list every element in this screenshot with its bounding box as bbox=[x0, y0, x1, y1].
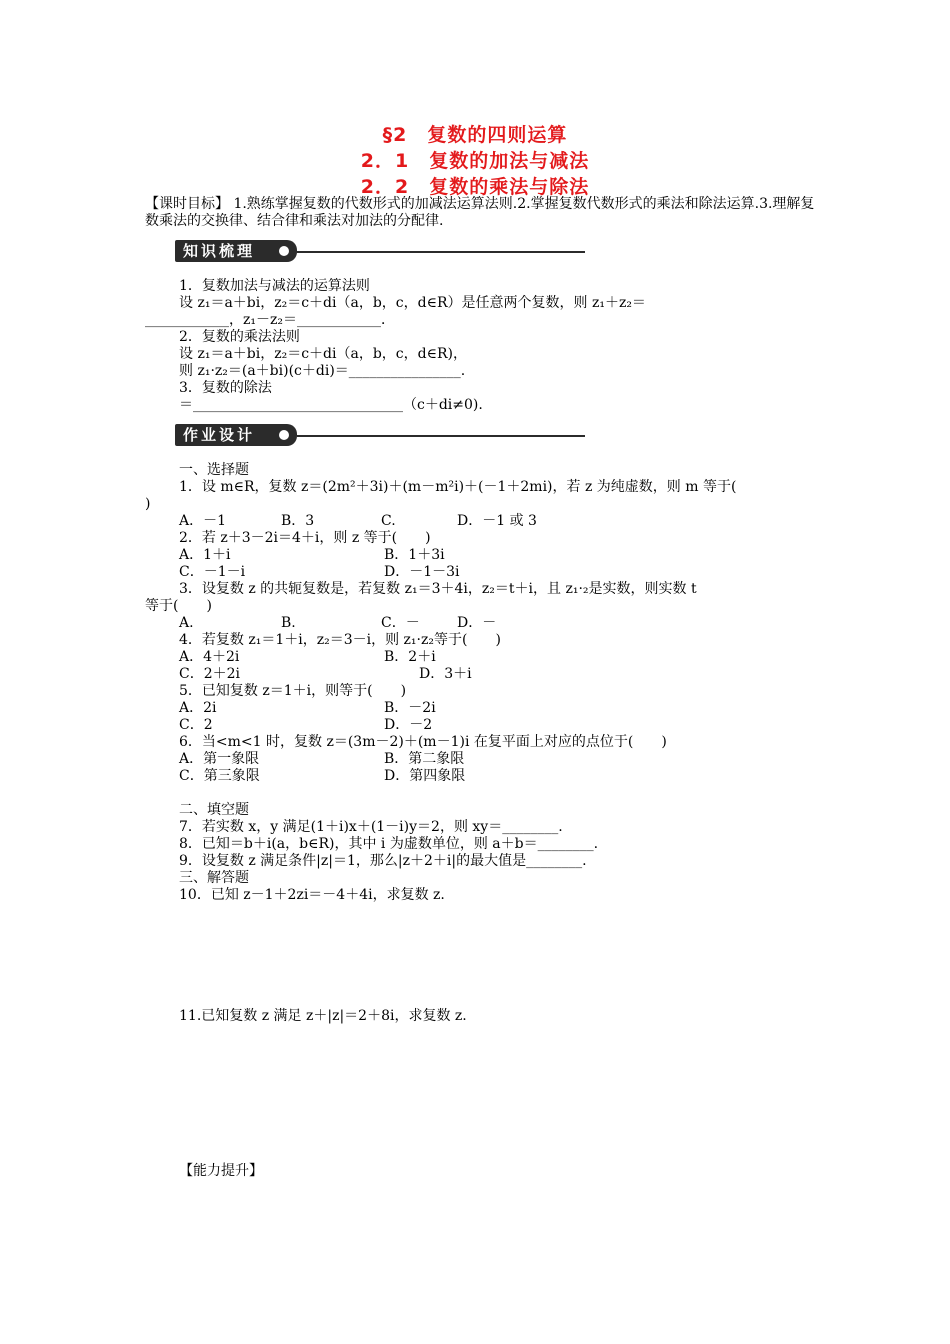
option-b: B．－2i bbox=[384, 700, 436, 716]
option-b: B. bbox=[281, 615, 296, 631]
option-c: C．2 bbox=[179, 717, 213, 733]
question-3: 3．设复数 z 的共轭复数是，若复数 z₁＝3＋4i，z₂＝t＋i，且 z₁·₂是实数，则实数 t bbox=[179, 581, 697, 597]
option-a: A．1＋i bbox=[179, 547, 231, 563]
option-c: C．－ bbox=[381, 615, 420, 631]
question-2: 2．若 z＋3－2i＝4＋i，则 z 等于( ) bbox=[179, 530, 431, 546]
question-6: 6．当<m<1 时，复数 z＝(3m－2)＋(m－1)i 在复平面上对应的点位于( ) bbox=[179, 734, 667, 750]
banner-dot-icon bbox=[279, 430, 289, 440]
question-6-options-row1 bbox=[145, 751, 815, 768]
section-solve: 三、解答题 bbox=[179, 870, 249, 886]
question-6-options-row2 bbox=[145, 768, 815, 785]
question-11: 11.已知复数 z 满足 z＋|z|＝2＋8i，求复数 z. bbox=[179, 1008, 467, 1024]
question-4-options-row1 bbox=[145, 649, 815, 666]
option-a: A．第一象限 bbox=[179, 751, 260, 767]
question-2-options-row2 bbox=[145, 564, 815, 581]
question-4-options-row2 bbox=[145, 666, 815, 683]
subsection-title-1: 2．1 复数的加法与减法 bbox=[360, 150, 590, 172]
option-d: D．3＋i bbox=[419, 666, 472, 682]
knowledge-2: 2．复数的乘法法则 bbox=[179, 329, 300, 345]
banner-homework-label: 作业设计 bbox=[175, 424, 297, 446]
option-d: D．－2 bbox=[384, 717, 433, 733]
answer-space bbox=[145, 1025, 815, 1163]
document-body bbox=[145, 196, 815, 1180]
question-5-options-row2 bbox=[145, 717, 815, 734]
banner-knowledge bbox=[175, 240, 815, 262]
objective-text: 【课时目标】 1.熟练掌握复数的代数形式的加减法运算法则.2.掌握复数代数形式的乘法和除法运算.3.理解复数乘法的交换律、结合律和乘法对加法的分配律. bbox=[145, 196, 815, 229]
banner-rule bbox=[297, 251, 585, 253]
option-d: D．－ bbox=[457, 615, 497, 631]
question-1-cont: ) bbox=[145, 496, 151, 512]
question-5-options-row1 bbox=[145, 700, 815, 717]
question-8: 8．已知＝b＋i(a，b∈R)，其中 i 为虚数单位，则 a＋b＝________. bbox=[179, 836, 599, 852]
option-d: D．第四象限 bbox=[384, 768, 466, 784]
knowledge-2-line-b: 则 z₁·z₂＝(a＋bi)(c＋di)＝________________. bbox=[179, 363, 466, 379]
answer-space bbox=[145, 904, 815, 1008]
question-3-cont: 等于( ) bbox=[145, 598, 212, 614]
title-block bbox=[0, 122, 950, 200]
option-c: C．－1－i bbox=[179, 564, 246, 580]
question-2-options-row1 bbox=[145, 547, 815, 564]
subsection-title-2: 2．2 复数的乘法与除法 bbox=[360, 176, 590, 198]
section-title: §2 复数的四则运算 bbox=[382, 124, 568, 146]
spacer bbox=[145, 785, 815, 802]
option-b: B．1＋3i bbox=[384, 547, 445, 563]
option-d: D．－1－3i bbox=[384, 564, 460, 580]
question-1: 1．设 m∈R，复数 z＝(2m²＋3i)＋(m－m²i)＋(－1＋2mi)，若 z 为纯虚数，则 m 等于( bbox=[179, 479, 737, 495]
option-a: A．4＋2i bbox=[179, 649, 240, 665]
question-1-options bbox=[145, 513, 815, 530]
question-3-options bbox=[145, 615, 815, 632]
option-a: A．2i bbox=[179, 700, 217, 716]
option-a: A．－1 bbox=[179, 513, 227, 529]
knowledge-1: 1．复数加法与减法的运算法则 bbox=[179, 278, 370, 294]
option-d: D．－1 或 3 bbox=[457, 513, 537, 529]
option-a: A. bbox=[179, 615, 194, 631]
section-fill: 二、填空题 bbox=[179, 802, 249, 818]
question-10: 10．已知 z－1＋2zi＝－4＋4i，求复数 z. bbox=[179, 887, 445, 903]
option-c: C．2＋2i bbox=[179, 666, 241, 682]
knowledge-3-line-a: ＝______________________________（c＋di≠0). bbox=[179, 397, 483, 413]
question-9: 9．设复数 z 满足条件|z|＝1，那么|z＋2＋i|的最大值是________. bbox=[179, 853, 587, 869]
section-ability: 【能力提升】 bbox=[179, 1163, 263, 1179]
knowledge-2-line-a: 设 z₁＝a＋bi，z₂＝c＋di（a，b，c，d∈R)， bbox=[179, 346, 467, 362]
banner-homework bbox=[175, 424, 815, 446]
option-c: C．第三象限 bbox=[179, 768, 260, 784]
knowledge-1-line-b: ____________，z₁－z₂＝____________． bbox=[145, 312, 395, 328]
question-7: 7．若实数 x，y 满足(1＋i)x＋(1－i)y＝2，则 xy＝________. bbox=[179, 819, 563, 835]
option-b: B．3 bbox=[281, 513, 315, 529]
banner-rule bbox=[297, 435, 585, 437]
option-b: B．第二象限 bbox=[384, 751, 465, 767]
banner-knowledge-label: 知识梳理 bbox=[175, 240, 297, 262]
option-b: B．2＋i bbox=[384, 649, 436, 665]
section-choice: 一、选择题 bbox=[179, 462, 249, 478]
knowledge-1-line-a: 设 z₁＝a＋bi，z₂＝c＋di（a，b，c，d∈R）是任意两个复数，则 z₁＋z₂＝ bbox=[179, 295, 646, 311]
banner-dot-icon bbox=[279, 246, 289, 256]
option-c: C. bbox=[381, 513, 396, 529]
knowledge-3: 3．复数的除法 bbox=[179, 380, 272, 396]
question-4: 4．若复数 z₁＝1＋i，z₂＝3－i，则 z₁·z₂等于( ) bbox=[179, 632, 501, 648]
question-5: 5．已知复数 z＝1＋i，则等于( ) bbox=[179, 683, 407, 699]
